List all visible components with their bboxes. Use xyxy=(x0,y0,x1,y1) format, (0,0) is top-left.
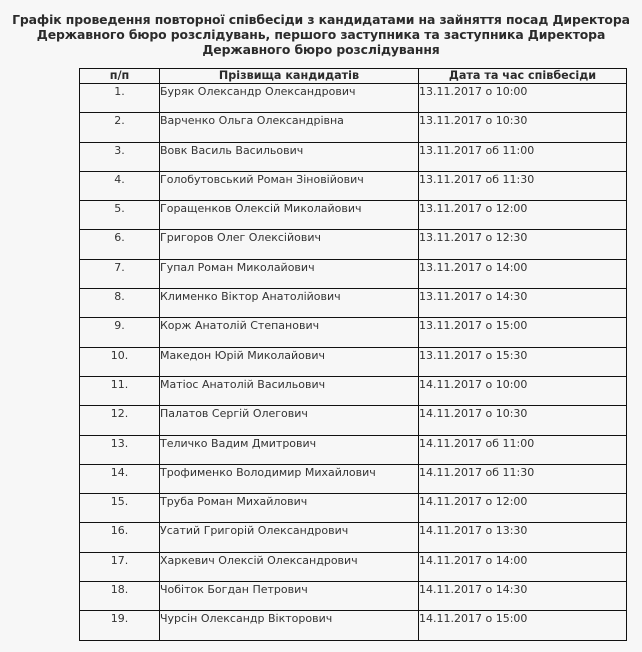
table-row xyxy=(80,347,627,376)
table-header-row xyxy=(80,69,627,84)
row-number: 16. xyxy=(80,523,160,552)
interview-datetime: 13.11.2017 о 12:30 xyxy=(419,230,627,259)
interview-datetime: 14.11.2017 о 13:30 xyxy=(419,523,627,552)
interview-datetime: 13.11.2017 о 15:30 xyxy=(419,347,627,376)
candidate-name: Трофименко Володимир Михайлович xyxy=(160,464,419,493)
table-row xyxy=(80,406,627,435)
interview-datetime: 13.11.2017 об 11:00 xyxy=(419,142,627,171)
table-row xyxy=(80,201,627,230)
table-row xyxy=(80,230,627,259)
candidate-name: Клименко Віктор Анатолійович xyxy=(160,289,419,318)
interview-datetime: 14.11.2017 о 15:00 xyxy=(419,611,627,640)
row-number: 1. xyxy=(80,84,160,113)
row-number: 4. xyxy=(80,171,160,200)
candidate-name: Труба Роман Михайлович xyxy=(160,494,419,523)
table-row xyxy=(80,318,627,347)
interview-datetime: 14.11.2017 об 11:00 xyxy=(419,435,627,464)
row-number: 5. xyxy=(80,201,160,230)
interview-datetime: 13.11.2017 о 10:00 xyxy=(419,84,627,113)
candidate-name: Чурсін Олександр Вікторович xyxy=(160,611,419,640)
row-number: 15. xyxy=(80,494,160,523)
row-number: 8. xyxy=(80,289,160,318)
header-candidate-names: Прізвища кандидатів xyxy=(160,69,419,84)
row-number: 11. xyxy=(80,376,160,405)
candidate-name: Матіос Анатолій Васильович xyxy=(160,376,419,405)
table-row xyxy=(80,611,627,640)
candidate-name: Голобутовський Роман Зіновійович xyxy=(160,171,419,200)
table-row xyxy=(80,113,627,142)
interview-datetime: 13.11.2017 о 10:30 xyxy=(419,113,627,142)
page-title xyxy=(0,12,642,57)
interview-datetime: 14.11.2017 о 10:30 xyxy=(419,406,627,435)
candidate-name: Гупал Роман Миколайович xyxy=(160,259,419,288)
interview-datetime: 14.11.2017 о 10:00 xyxy=(419,376,627,405)
interview-datetime: 14.11.2017 о 14:30 xyxy=(419,582,627,611)
candidate-name: Усатий Григорій Олександрович xyxy=(160,523,419,552)
row-number: 9. xyxy=(80,318,160,347)
candidate-name: Македон Юрій Миколайович xyxy=(160,347,419,376)
interview-datetime: 14.11.2017 об 11:30 xyxy=(419,464,627,493)
table-row xyxy=(80,259,627,288)
row-number: 3. xyxy=(80,142,160,171)
title-line-1: Графік проведення повторної співбесіди з кандидатами на зайняття посад Директора xyxy=(12,12,630,27)
candidate-name: Харкевич Олексій Олександрович xyxy=(160,552,419,581)
title-line-3: Державного бюро розслідування xyxy=(202,42,440,57)
candidate-name: Чобіток Богдан Петрович xyxy=(160,582,419,611)
candidate-name: Вовк Василь Васильович xyxy=(160,142,419,171)
table-row xyxy=(80,84,627,113)
table-row xyxy=(80,494,627,523)
header-interview-datetime: Дата та час співбесіди xyxy=(419,69,627,84)
row-number: 17. xyxy=(80,552,160,581)
interview-datetime: 13.11.2017 о 14:00 xyxy=(419,259,627,288)
table-row xyxy=(80,289,627,318)
candidate-name: Корж Анатолій Степанович xyxy=(160,318,419,347)
candidate-name: Варченко Ольга Олександрівна xyxy=(160,113,419,142)
row-number: 14. xyxy=(80,464,160,493)
candidate-name: Палатов Сергій Олегович xyxy=(160,406,419,435)
table-row xyxy=(80,582,627,611)
table-row xyxy=(80,435,627,464)
table-row xyxy=(80,552,627,581)
interview-datetime: 13.11.2017 о 14:30 xyxy=(419,289,627,318)
table-row xyxy=(80,523,627,552)
interview-schedule-table xyxy=(79,68,627,641)
row-number: 7. xyxy=(80,259,160,288)
table-row xyxy=(80,376,627,405)
row-number: 10. xyxy=(80,347,160,376)
interview-datetime: 14.11.2017 о 14:00 xyxy=(419,552,627,581)
row-number: 18. xyxy=(80,582,160,611)
row-number: 6. xyxy=(80,230,160,259)
candidate-name: Горащенков Олексій Миколайович xyxy=(160,201,419,230)
candidate-name: Григоров Олег Олексійович xyxy=(160,230,419,259)
candidate-name: Буряк Олександр Олександрович xyxy=(160,84,419,113)
table-row xyxy=(80,142,627,171)
interview-datetime: 14.11.2017 о 12:00 xyxy=(419,494,627,523)
table-row xyxy=(80,171,627,200)
interview-datetime: 13.11.2017 о 15:00 xyxy=(419,318,627,347)
title-line-2: Державного бюро розслідувань, першого заступника та заступника Директора xyxy=(36,27,606,42)
candidate-name: Теличко Вадим Дмитрович xyxy=(160,435,419,464)
row-number: 13. xyxy=(80,435,160,464)
row-number: 2. xyxy=(80,113,160,142)
interview-datetime: 13.11.2017 о 12:00 xyxy=(419,201,627,230)
header-number: п/п xyxy=(80,69,160,84)
table-row xyxy=(80,464,627,493)
row-number: 12. xyxy=(80,406,160,435)
row-number: 19. xyxy=(80,611,160,640)
interview-datetime: 13.11.2017 об 11:30 xyxy=(419,171,627,200)
